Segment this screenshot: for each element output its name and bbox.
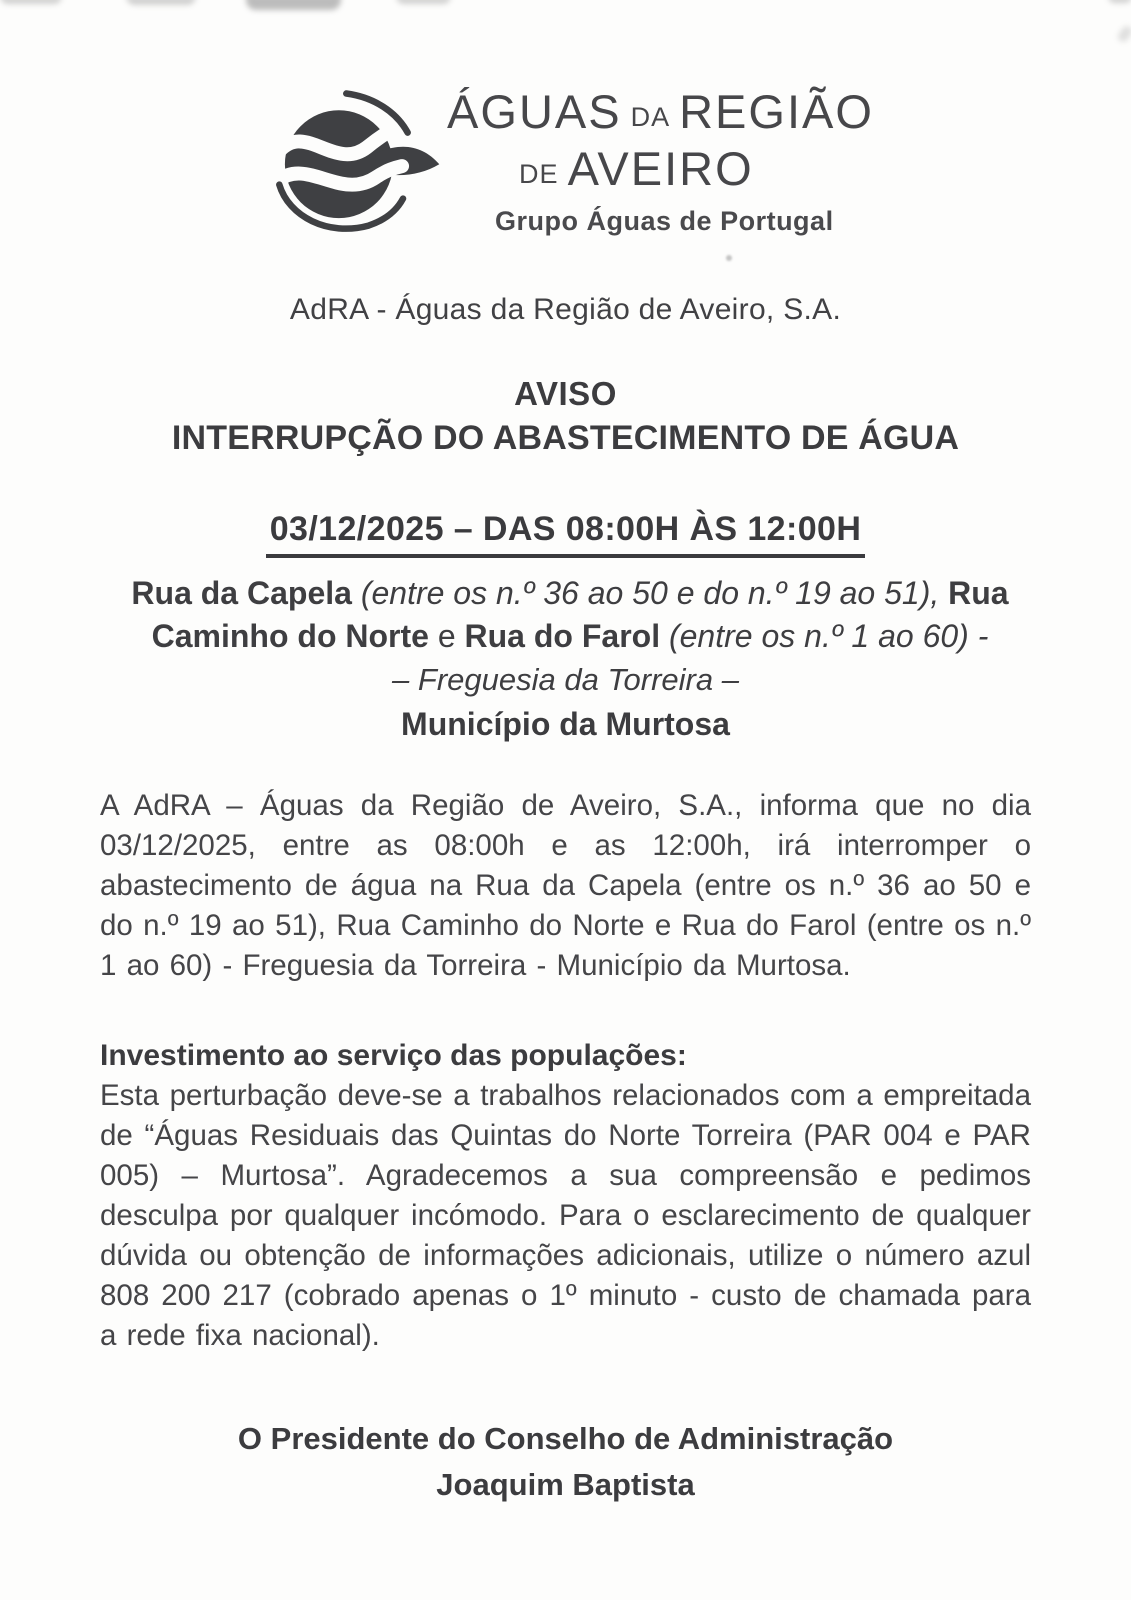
scan-artifact bbox=[726, 255, 732, 261]
signature-name: Joaquim Baptista bbox=[436, 1467, 695, 1502]
section-heading: Investimento ao serviço das populações: bbox=[100, 1039, 687, 1072]
adra-logo-text bbox=[447, 84, 874, 237]
signature-role: O Presidente do Conselho de Administração bbox=[237, 1421, 894, 1456]
street-name: Rua da Capela bbox=[131, 575, 352, 611]
logo-word-de: DE bbox=[519, 159, 559, 189]
scan-artifact bbox=[0, 0, 62, 4]
scan-artifact bbox=[246, 0, 341, 10]
logo-line-1 bbox=[447, 84, 874, 139]
logo-word-regiao: REGIÃO bbox=[679, 85, 874, 138]
notice-subtitle: INTERRUPÇÃO DO ABASTECIMENTO DE ÁGUA bbox=[171, 419, 960, 457]
street-range: (entre os n.º 36 ao 50 e do n.º 19 ao 51), bbox=[360, 575, 940, 611]
signature-block bbox=[100, 1416, 1031, 1508]
notice-paragraph: Esta perturbação deve-se a trabalhos relacionados com a empreitada de “Águas Residuais das Quintas do Norte Torreira (PAR 004 e PAR 005) – Murtosa”. Agradecemos a sua compreensão e pedimos desculpa por qualquer incómodo. Para o esclarecimento de qualquer dúvida ou obtenção de informações adicionais, utilize o número azul 808 200 217 (cobrado apenas o 1º minuto - custo de chamada para a rede fixa nacional). bbox=[100, 1079, 1031, 1352]
conjunction: e bbox=[437, 618, 456, 654]
company-name-line: AdRA - Águas da Região de Aveiro, S.A. bbox=[289, 293, 842, 326]
logo-word-aguas: ÁGUAS bbox=[447, 85, 622, 138]
scan-artifact bbox=[126, 0, 196, 5]
scan-artifact bbox=[1108, 0, 1131, 3]
affected-streets bbox=[100, 572, 1040, 658]
scan-artifact bbox=[396, 0, 451, 4]
logo-line-2 bbox=[519, 141, 874, 196]
logo-word-aveiro: AVEIRO bbox=[567, 142, 754, 195]
interruption-schedule: 03/12/2025 – DAS 08:00H ÀS 12:00H bbox=[266, 510, 866, 558]
street-name: Rua Caminho do Norte bbox=[151, 575, 1009, 654]
notice-title: AVISO bbox=[514, 375, 617, 412]
water-waves-icon bbox=[257, 86, 443, 248]
municipality-line: Município da Murtosa bbox=[401, 706, 730, 742]
adra-logo bbox=[100, 0, 1031, 253]
street-name: Rua do Farol bbox=[464, 618, 661, 654]
notice-paragraph: A AdRA – Águas da Região de Aveiro, S.A., informa que no dia 03/12/2025, entre as 08:00h e as 12:00h, irá interromper o abastecimento de água na Rua da Capela (entre os n.º 36 ao 50 e do n.º 19 ao 51), Rua Caminho do Norte e Rua do Farol (entre os n.º 1 ao 60) - Freguesia da Torreira - Município da Murtosa. bbox=[100, 789, 1031, 982]
adra-logo-icon bbox=[257, 86, 443, 253]
street-range: (entre os n.º 1 ao 60) - bbox=[668, 618, 989, 654]
scan-artifact bbox=[1116, 25, 1131, 44]
freguesia-line: – Freguesia da Torreira – bbox=[392, 662, 739, 697]
logo-group-tagline: Grupo Águas de Portugal bbox=[495, 206, 834, 236]
schedule-wrap bbox=[100, 510, 1031, 558]
logo-word-da: DA bbox=[630, 102, 671, 132]
